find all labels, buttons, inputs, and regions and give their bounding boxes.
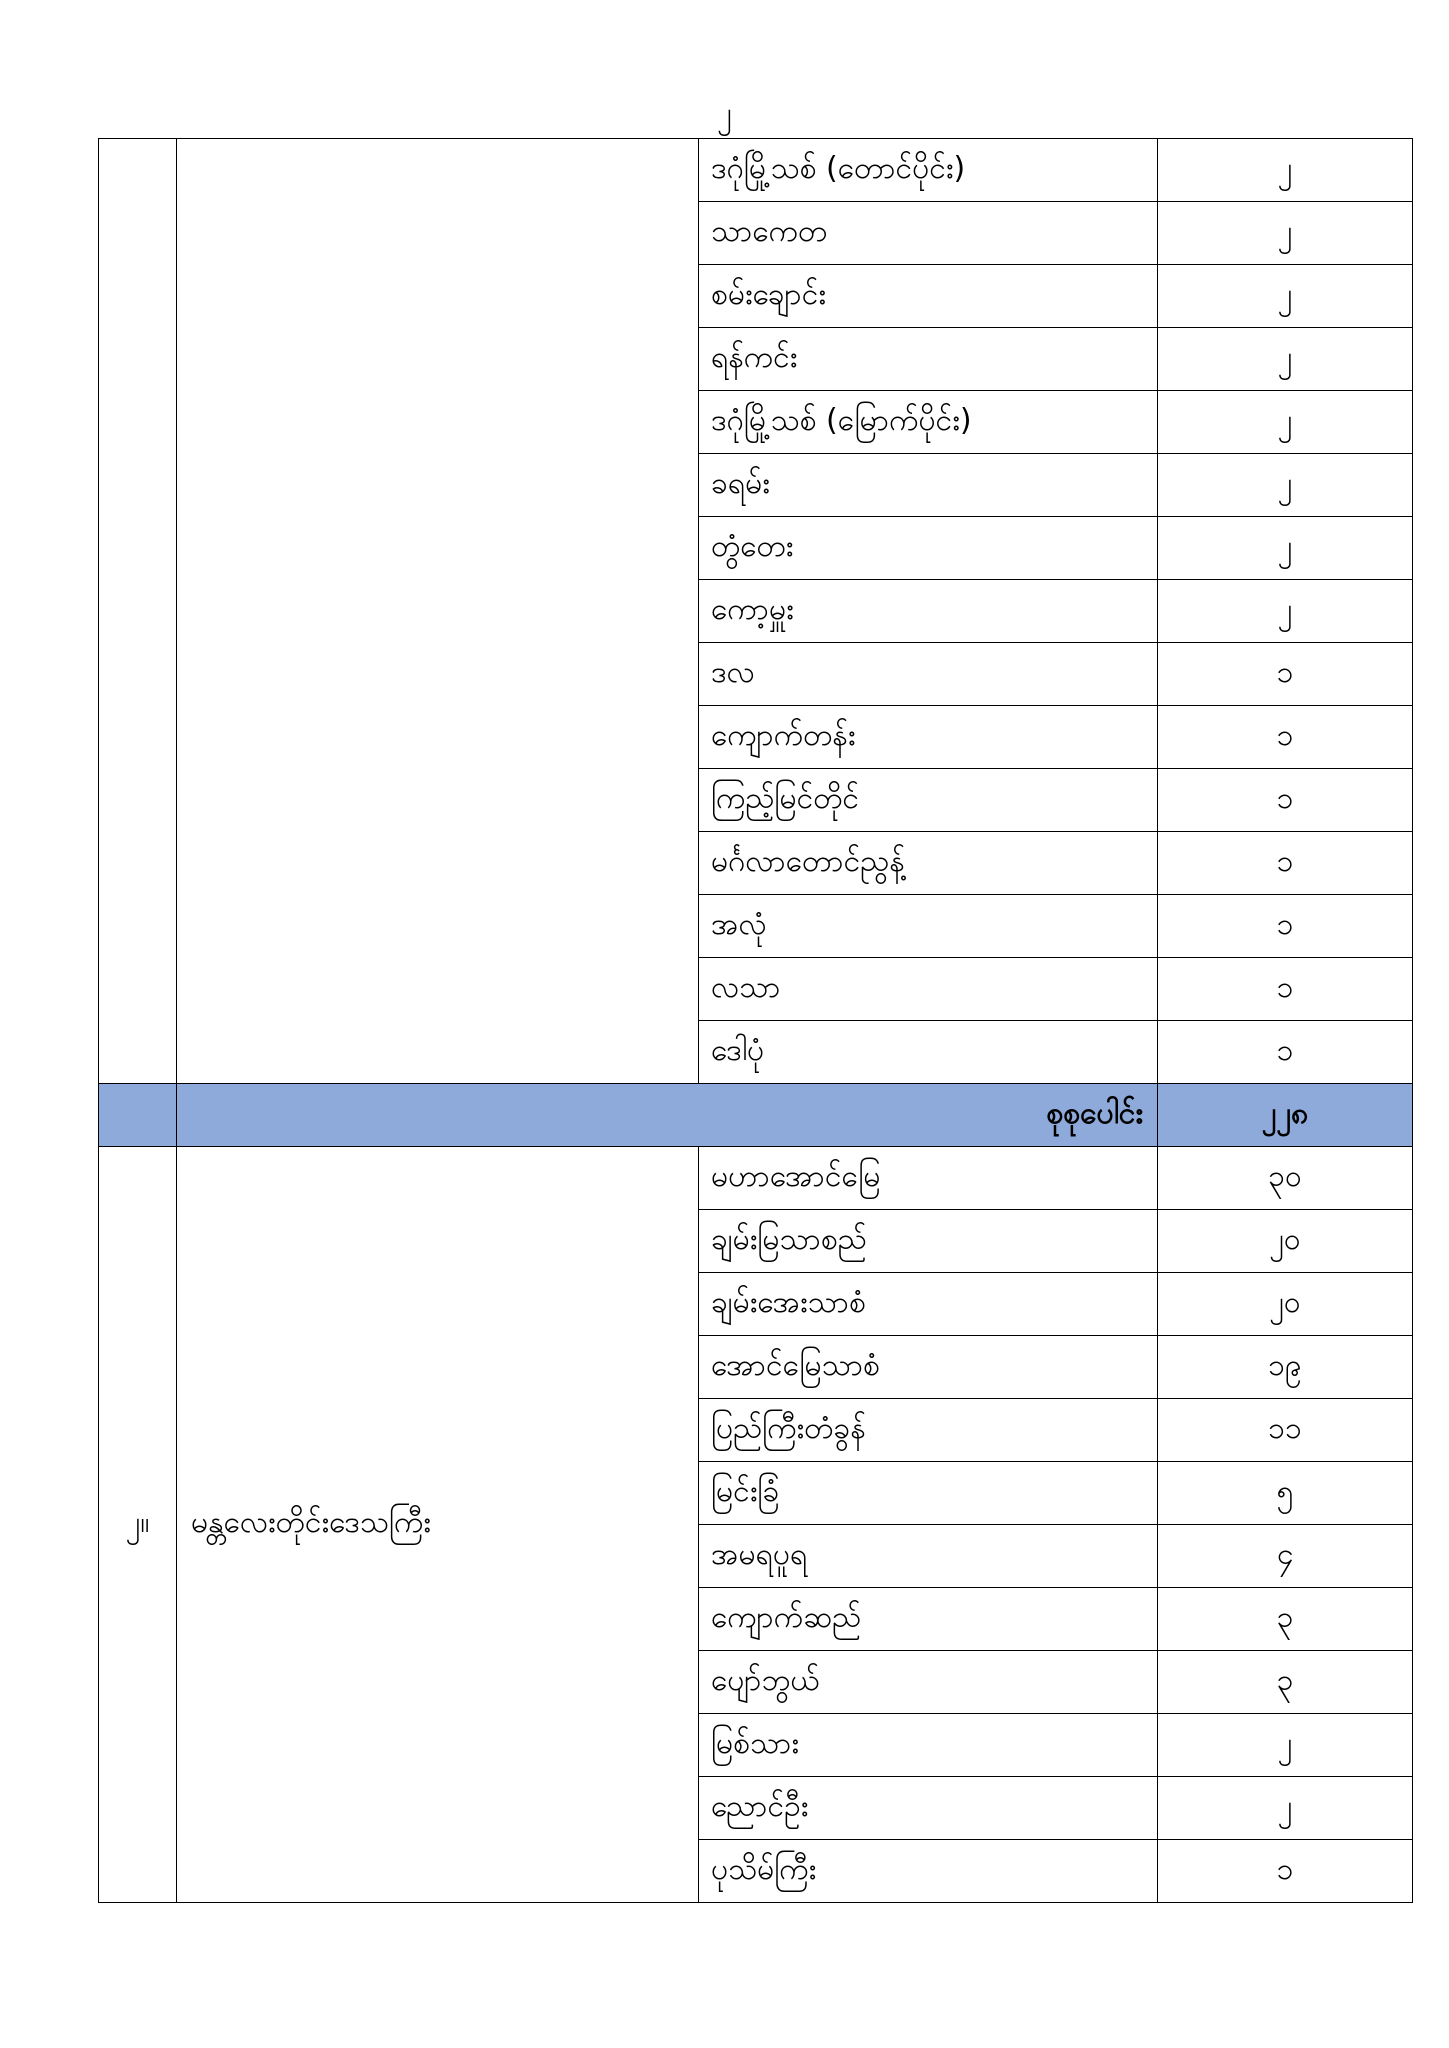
township-count: ၃ [1158, 1651, 1413, 1714]
township-count: ၂ [1158, 1777, 1413, 1840]
township-count: ၁ [1158, 1021, 1413, 1084]
township-count: ၁ [1158, 643, 1413, 706]
township-name: မြစ်သား [699, 1714, 1158, 1777]
township-name: ရန်ကင်း [699, 328, 1158, 391]
region-name-cell [177, 139, 699, 1084]
township-name: ကော့မှူး [699, 580, 1158, 643]
township-name: ဒေါပုံ [699, 1021, 1158, 1084]
township-name: လသာ [699, 958, 1158, 1021]
township-name: ချမ်းအေးသာစံ [699, 1273, 1158, 1336]
township-name: ကြည့်မြင်တိုင် [699, 769, 1158, 832]
township-count: ၁ [1158, 895, 1413, 958]
township-count: ၁ [1158, 832, 1413, 895]
township-count: ၁၉ [1158, 1336, 1413, 1399]
township-name: ခရမ်း [699, 454, 1158, 517]
township-name: မင်္ဂလာတောင်ညွန့် [699, 832, 1158, 895]
township-count: ၂ [1158, 454, 1413, 517]
township-name: ပြည်ကြီးတံခွန် [699, 1399, 1158, 1462]
region-name: မန္တလေးတိုင်းဒေသကြီး [177, 1147, 699, 1903]
township-name: ကျောက်ဆည် [699, 1588, 1158, 1651]
township-count: ၂ [1158, 328, 1413, 391]
township-count: ၂၀ [1158, 1210, 1413, 1273]
township-name: ဒဂုံမြို့သစ် (တောင်ပိုင်း) [699, 139, 1158, 202]
township-count: ၃၀ [1158, 1147, 1413, 1210]
township-count-table [98, 138, 1413, 1903]
township-name: မဟာအောင်မြေ [699, 1147, 1158, 1210]
page-number: ၂ [717, 96, 732, 131]
township-count: ၂ [1158, 202, 1413, 265]
township-count: ၂ [1158, 139, 1413, 202]
township-count: ၂၀ [1158, 1273, 1413, 1336]
table-row [99, 139, 1413, 202]
region-number-cell [99, 139, 177, 1084]
township-name: ချမ်းမြသာစည် [699, 1210, 1158, 1273]
table-row [99, 1147, 1413, 1210]
township-name: အလုံ [699, 895, 1158, 958]
township-count: ၁ [1158, 769, 1413, 832]
township-name: မြင်းခြံ [699, 1462, 1158, 1525]
township-name: အောင်မြေသာစံ [699, 1336, 1158, 1399]
total-value: ၂၂၈ [1158, 1084, 1413, 1147]
region-number: ၂။ [99, 1147, 177, 1903]
township-name: သာကေတ [699, 202, 1158, 265]
total-row [99, 1084, 1413, 1147]
total-label: စုစုပေါင်း [177, 1084, 1158, 1147]
township-count: ၂ [1158, 517, 1413, 580]
township-count: ၁၁ [1158, 1399, 1413, 1462]
township-count: ၄ [1158, 1525, 1413, 1588]
township-count: ၁ [1158, 958, 1413, 1021]
township-count: ၂ [1158, 265, 1413, 328]
township-count: ၂ [1158, 391, 1413, 454]
township-name: စမ်းချောင်း [699, 265, 1158, 328]
township-name: အမရပူရ [699, 1525, 1158, 1588]
total-row-blank-cell [99, 1084, 177, 1147]
township-name: ပျော်ဘွယ် [699, 1651, 1158, 1714]
township-name: ဒလ [699, 643, 1158, 706]
township-count: ၂ [1158, 580, 1413, 643]
township-name: ပုသိမ်ကြီး [699, 1840, 1158, 1903]
township-count: ၂ [1158, 1714, 1413, 1777]
township-name: တွံတေး [699, 517, 1158, 580]
township-name: ဒဂုံမြို့သစ် (မြောက်ပိုင်း) [699, 391, 1158, 454]
township-name: ကျောက်တန်း [699, 706, 1158, 769]
township-name: ညောင်ဦး [699, 1777, 1158, 1840]
township-count: ၃ [1158, 1588, 1413, 1651]
township-count: ၁ [1158, 1840, 1413, 1903]
township-count: ၅ [1158, 1462, 1413, 1525]
township-count: ၁ [1158, 706, 1413, 769]
